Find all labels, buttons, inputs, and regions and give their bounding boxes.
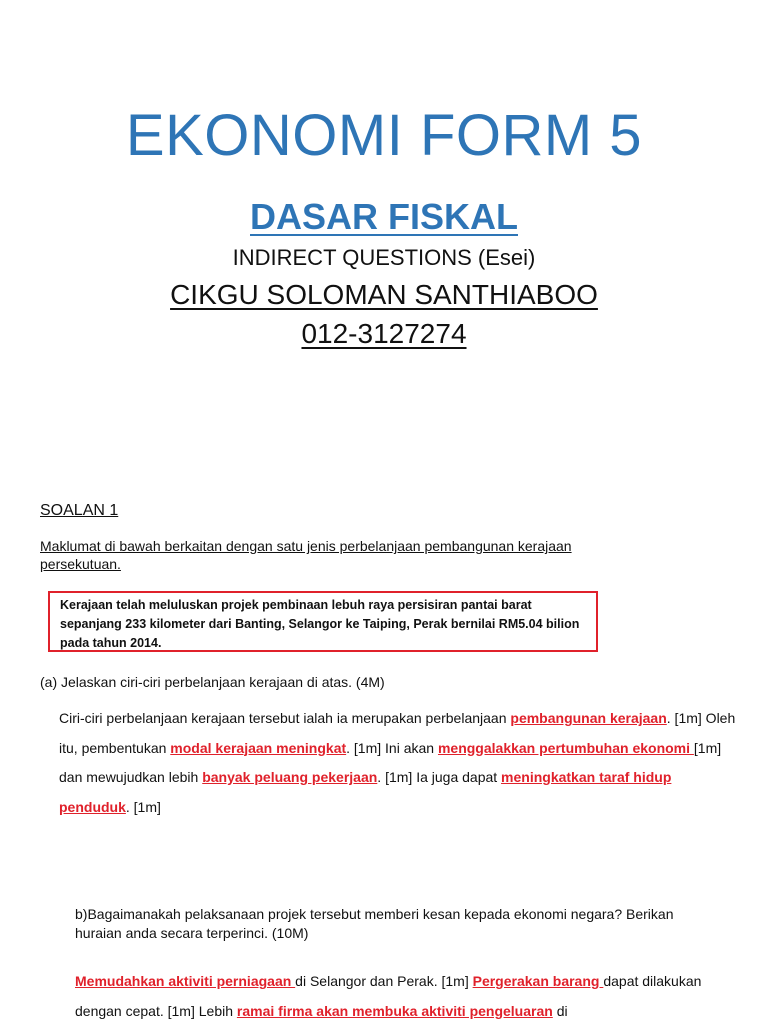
highlighted-key-point: ramai firma akan membuka aktiviti pengeluaran: [236, 1002, 553, 1019]
answer-text: . [1m]: [125, 798, 161, 815]
teacher-phone-text: 012-3127274: [301, 318, 467, 349]
teacher-name: [0, 279, 768, 311]
highlighted-key-point: Memudahkan aktiviti perniagaan: [75, 973, 296, 989]
highlighted-key-point: banyak peluang pekerjaan: [202, 769, 378, 785]
answer-text: . [1m] Ia juga dapat: [377, 769, 502, 785]
info-box-text: Kerajaan telah meluluskan projek pembinaan lebuh raya persisiran pantai barat sepanjang 233 kilometer dari Banting, Selangor ke Taiping, Perak bernilai RM5.04 bilion pada tahun 2014.: [60, 598, 580, 650]
question-b: b)Bagaimanakah pelaksanaan projek tersebut memberi kesan kepada ekonomi negara? Berikan huraian anda secara terperinci. (10M): [75, 906, 674, 941]
answer-text: di: [552, 1002, 568, 1019]
answer-text: Ciri-ciri perbelanjaan kerajaan tersebut ialah ia merupakan perbelanjaan: [59, 710, 511, 726]
highlighted-key-point: menggalakkan pertumbuhan ekonomi: [437, 739, 694, 756]
teacher-name-text: CIKGU SOLOMAN SANTHIABOO: [170, 279, 598, 310]
answer-text: di Selangor dan Perak. [1m]: [295, 973, 473, 989]
question-intro: Maklumat di bawah berkaitan dengan satu jenis perbelanjaan pembangunan kerajaan persekutuan.: [40, 538, 572, 572]
document-subtitle: [0, 196, 768, 238]
answer-text: dapat dilakukan dengan cepat. [1m] Lebih: [75, 973, 702, 1019]
question-a: (a) Jelaskan ciri-ciri perbelanjaan kerajaan di atas. (4M): [40, 674, 385, 690]
subtitle-text: DASAR FISKAL: [250, 196, 518, 237]
highlighted-key-point: pembangunan kerajaan: [510, 710, 667, 726]
answer-text: . [1m] Ini akan: [346, 739, 438, 756]
question-heading: SOALAN 1: [40, 502, 119, 519]
document-title: EKONOMI FORM 5: [125, 103, 643, 168]
highlighted-key-point: Pergerakan barang: [472, 973, 604, 989]
question-type: INDIRECT QUESTIONS (Esei): [232, 245, 536, 270]
info-box: [48, 591, 598, 652]
answer-b: [75, 967, 715, 1026]
highlighted-key-point: modal kerajaan meningkat: [170, 739, 347, 756]
teacher-phone: [0, 318, 768, 350]
highlighted-key-point: meningkatkan taraf hidup penduduk: [59, 769, 672, 815]
answer-text: [1m] dan mewujudkan lebih: [59, 739, 722, 785]
answer-text: . [1m] Oleh itu, pembentukan: [59, 710, 736, 756]
answer-a: [59, 704, 739, 822]
